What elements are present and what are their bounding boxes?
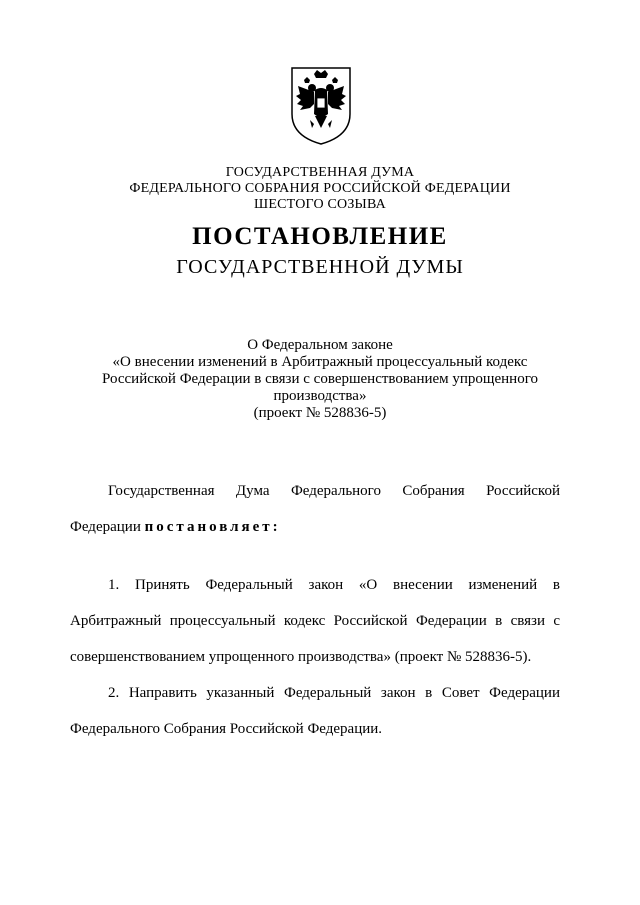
law-line-3: Российской Федерации в связи с совершенствованием упрощенного (102, 371, 538, 387)
header-line-2: ФЕДЕРАЛЬНОГО СОБРАНИЯ РОССИЙСКОЙ ФЕДЕРАЦИИ (129, 181, 511, 196)
law-line-2: «О внесении изменений в Арбитражный процессуальный кодекс (112, 354, 528, 370)
law-line-1: О Федеральном законе (247, 337, 393, 353)
law-line-4: производства» (273, 388, 367, 404)
item-1-line-3: совершенствованием упрощенного производства» (проект № 528836-5). (70, 649, 532, 665)
item-2-line-2: Федерального Собрания Российской Федерации. (70, 721, 383, 737)
law-project-number: (проект № 528836-5) (253, 405, 387, 421)
preamble-resolves: постановляет: (144, 519, 281, 535)
header-line-3: ШЕСТОГО СОЗЫВА (254, 197, 386, 212)
item-1-line-2: Арбитражный процессуальный кодекс Российской Федерации в связи с (70, 613, 560, 629)
header-line-1: ГОСУДАРСТВЕННАЯ ДУМА (225, 165, 415, 180)
preamble-line-2-start: Федерации (70, 519, 141, 535)
preamble-line-1: Государственная Дума Федерального Собрания Российской (108, 483, 560, 499)
preamble-line-2 (70, 518, 281, 536)
item-2-line-1: 2. Направить указанный Федеральный закон в Совет Федерации (108, 685, 560, 701)
item-1-line-1: 1. Принять Федеральный закон «О внесении изменений в (108, 577, 560, 593)
coat-of-arms-icon (288, 64, 354, 146)
document-title: ПОСТАНОВЛЕНИЕ (192, 223, 448, 250)
document-subtitle: ГОСУДАРСТВЕННОЙ ДУМЫ (176, 256, 464, 278)
